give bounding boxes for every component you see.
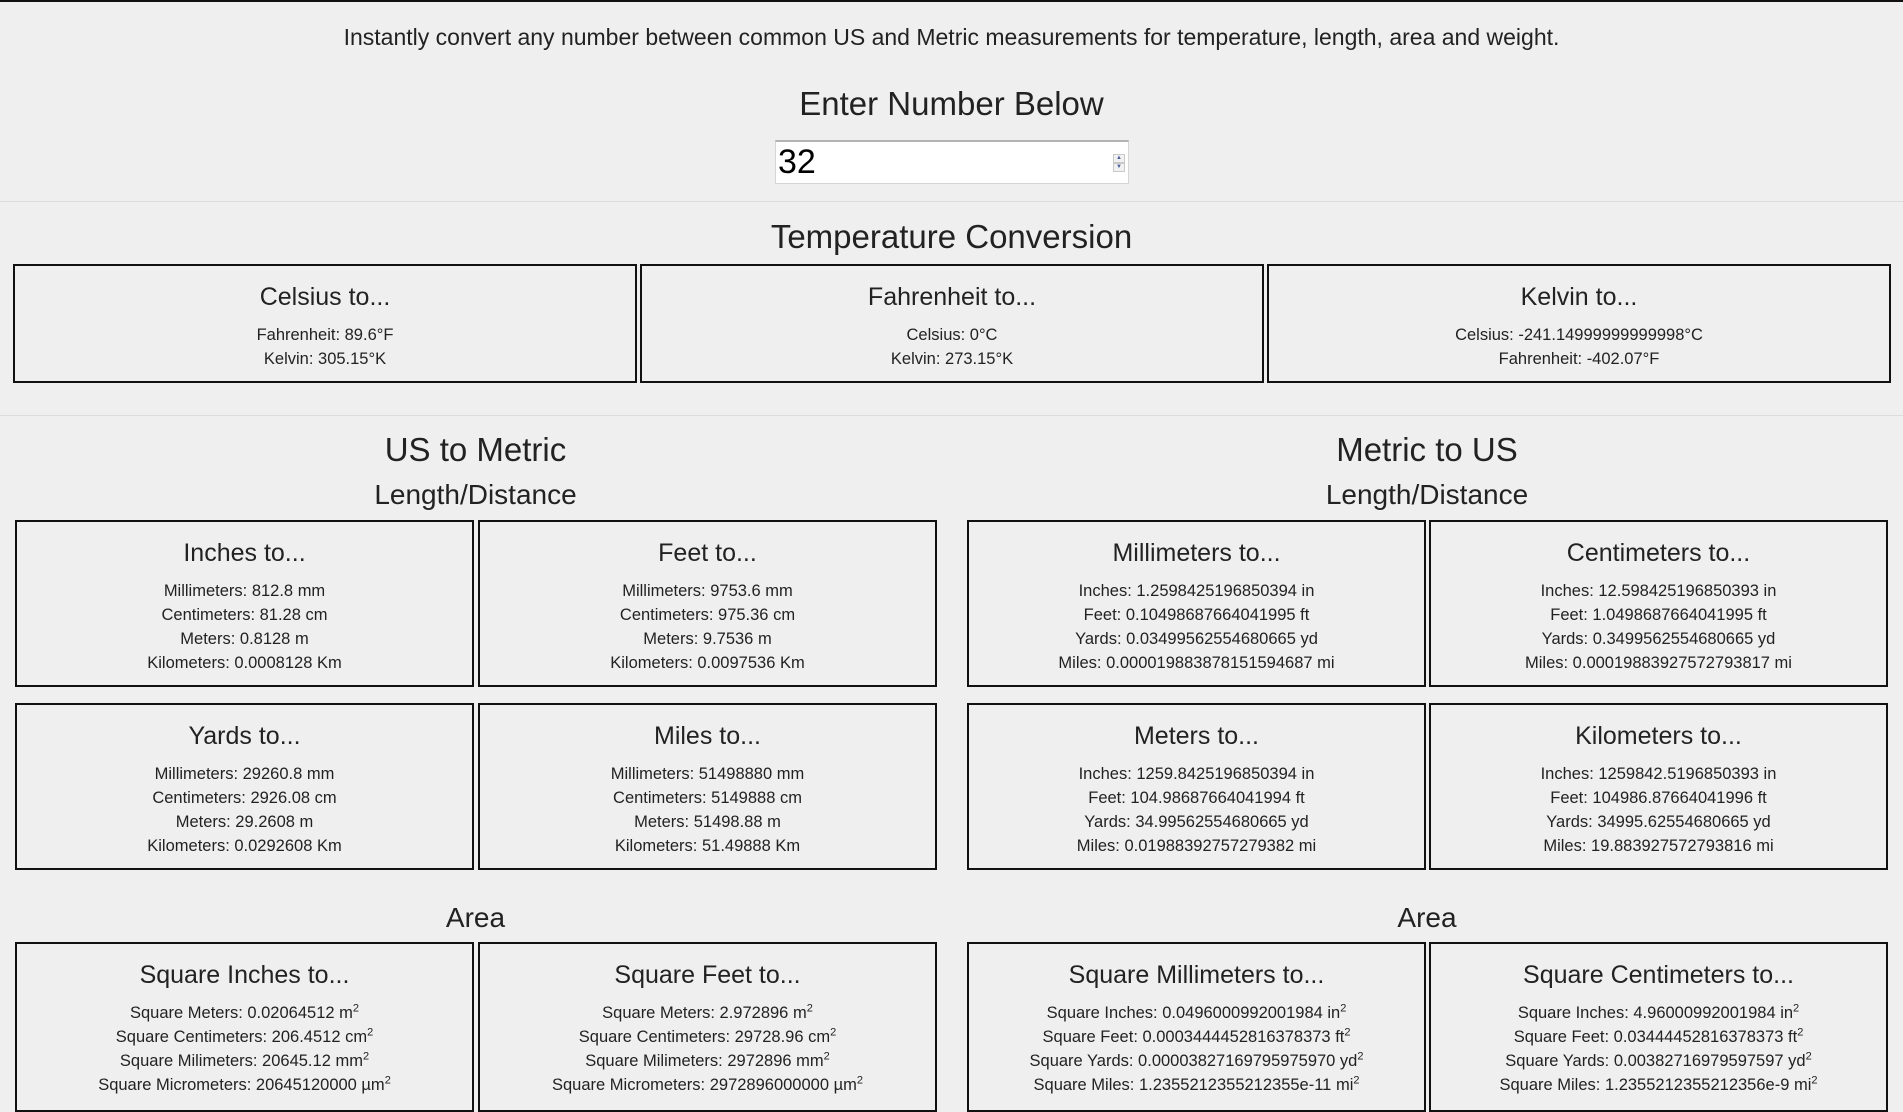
box-line: Inches: 12.598425196850393 in (1540, 582, 1777, 600)
metric-to-us-title: Metric to US (1336, 431, 1518, 468)
enter-number-heading: Enter Number Below (799, 85, 1104, 122)
box-line: Feet: 1.0498687664041995 ft (1550, 606, 1767, 624)
box-title: Celsius to... (259, 283, 391, 311)
box-line: Kilometers: 51.49888 Km (614, 837, 801, 855)
box-line: Meters: 29.2608 m (175, 813, 314, 831)
box-line: Square Inches: 0.0496000992001984 $in^2$ (1046, 1002, 1347, 1022)
box-line: Millimeters: 51498880 mm (610, 765, 805, 783)
box-title: Square Inches to... (139, 961, 350, 989)
us-area-subtitle: Area (445, 902, 506, 933)
box-title: Kilometers to... (1575, 722, 1742, 750)
box-line: Feet: 104986.87664041996 ft (1550, 789, 1767, 807)
divider (0, 201, 1903, 202)
box-line: Square Centimeters: 206.4512 $cm^2$ (115, 1026, 374, 1046)
box-line: Square Inches: 4.96000992001984 $in^2$ (1517, 1002, 1800, 1022)
yards-box (15, 703, 474, 870)
box-title: Inches to... (183, 539, 306, 567)
fahrenheit-box (640, 264, 1264, 383)
box-line: Meters: 51498.88 m (634, 813, 781, 831)
box-line: Kilometers: 0.0292608 Km (147, 837, 342, 855)
square-centimeters-box (1429, 942, 1888, 1112)
box-line: Square Yards: 0.00003827169795975970 $yd^2$ (1029, 1050, 1364, 1070)
divider (0, 415, 1903, 416)
spinner-down-icon[interactable]: ▼ (1113, 163, 1125, 172)
box-line: Square Milimeters: 2972896 $mm^2$ (585, 1050, 830, 1070)
box-title: Square Millimeters to... (1068, 961, 1325, 989)
box-line: Kilometers: 0.0097536 Km (610, 654, 805, 672)
box-line: Fahrenheit: -402.07°F (1498, 350, 1660, 368)
box-title: Square Feet to... (614, 961, 801, 989)
feet-box (478, 520, 937, 687)
box-line: Kelvin: 273.15°K (890, 350, 1014, 368)
meters-box (967, 703, 1426, 870)
box-line: Kilometers: 0.0008128 Km (147, 654, 342, 672)
box-line: Yards: 34995.62554680665 yd (1546, 813, 1771, 831)
box-line: Millimeters: 29260.8 mm (154, 765, 335, 783)
box-line: Centimeters: 2926.08 cm (152, 789, 337, 807)
box-line: Square Feet: 0.03444452816378373 $ft^2$ (1513, 1026, 1804, 1046)
box-line: Yards: 34.99562554680665 yd (1084, 813, 1309, 831)
box-line: Yards: 0.3499562554680665 yd (1541, 630, 1776, 648)
box-line: Miles: 0.000019883878151594687 mi (1058, 654, 1335, 672)
box-line: Square Meters: 2.972896 $m^2$ (602, 1002, 813, 1022)
intro-text: Instantly convert any number between common US and Metric measurements for temperature, length, area and weight. (343, 24, 1560, 50)
box-line: Feet: 0.10498687664041995 ft (1083, 606, 1310, 624)
box-line: Meters: 0.8128 m (180, 630, 309, 648)
box-line: Centimeters: 975.36 cm (619, 606, 796, 624)
box-line: Feet: 104.98687664041994 ft (1088, 789, 1305, 807)
inches-box (15, 520, 474, 687)
number-input[interactable] (776, 142, 1088, 182)
box-line: Kelvin: 305.15°K (263, 350, 387, 368)
box-line: Square Feet: 0.0003444452816378373 $ft^2$ (1042, 1026, 1351, 1046)
millimeters-box (967, 520, 1426, 687)
us-length-subtitle: Length/Distance (374, 479, 577, 510)
centimeters-box (1429, 520, 1888, 687)
box-line: Miles: 19.883927572793816 mi (1543, 837, 1774, 855)
box-title: Meters to... (1133, 722, 1260, 750)
box-line: Millimeters: 9753.6 mm (622, 582, 793, 600)
box-line: Square Yards: 0.00382716979597597 $yd^2$ (1505, 1050, 1812, 1070)
box-line: Inches: 1.2598425196850394 in (1078, 582, 1315, 600)
box-line: Square Micrometers: 2972896000000 µm$^2$ (552, 1074, 863, 1094)
box-title: Square Centimeters to... (1523, 961, 1794, 989)
box-title: Fahrenheit to... (867, 283, 1037, 311)
number-spinner[interactable] (1113, 154, 1125, 172)
box-line: Yards: 0.03499562554680665 yd (1075, 630, 1318, 648)
box-line: Celsius: 0°C (906, 326, 998, 344)
spinner-up-icon[interactable]: ▲ (1113, 154, 1125, 163)
box-title: Feet to... (658, 539, 757, 567)
box-line: Meters: 9.7536 m (643, 630, 772, 648)
box-line: Celsius: -241.14999999999998°C (1455, 326, 1703, 344)
box-line: Square Micrometers: 20645120000 µm$^2$ (98, 1074, 391, 1094)
box-line: Square Miles: 1.2355212355212356e-9 $mi^2$ (1499, 1074, 1818, 1094)
kilometers-box (1429, 703, 1888, 870)
miles-box (478, 703, 937, 870)
square-feet-box (478, 942, 937, 1112)
metric-length-subtitle: Length/Distance (1325, 479, 1529, 510)
square-inches-box (15, 942, 474, 1112)
metric-area-subtitle: Area (1397, 902, 1457, 933)
box-title: Centimeters to... (1566, 539, 1751, 567)
box-line: Miles: 0.01988392757279382 mi (1076, 837, 1317, 855)
box-line: Square Meters: 0.02064512 $m^2$ (129, 1002, 359, 1022)
box-title: Yards to... (188, 722, 301, 750)
box-title: Miles to... (654, 722, 761, 750)
us-to-metric-title: US to Metric (384, 431, 567, 468)
box-line: Fahrenheit: 89.6°F (256, 326, 394, 344)
box-title: Kelvin to... (1520, 283, 1638, 311)
box-line: Inches: 1259.8425196850394 in (1078, 765, 1315, 783)
box-line: Centimeters: 81.28 cm (161, 606, 328, 624)
box-line: Square Miles: 1.2355212355212355e-11 $mi^2$ (1033, 1074, 1360, 1094)
box-line: Inches: 1259842.5196850393 in (1540, 765, 1777, 783)
box-line: Miles: 0.00019883927572793817 mi (1525, 654, 1792, 672)
box-line: Square Centimeters: 29728.96 $cm^2$ (578, 1026, 837, 1046)
square-millimeters-box (967, 942, 1426, 1112)
celsius-box (13, 264, 637, 383)
kelvin-box (1267, 264, 1891, 383)
box-title: Millimeters to... (1112, 539, 1281, 567)
box-line: Centimeters: 5149888 cm (613, 789, 802, 807)
temperature-title: Temperature Conversion (770, 218, 1133, 255)
box-line: Square Milimeters: 20645.12 $mm^2$ (119, 1050, 370, 1070)
number-input-wrapper[interactable] (775, 140, 1129, 184)
box-line: Millimeters: 812.8 mm (163, 582, 326, 600)
